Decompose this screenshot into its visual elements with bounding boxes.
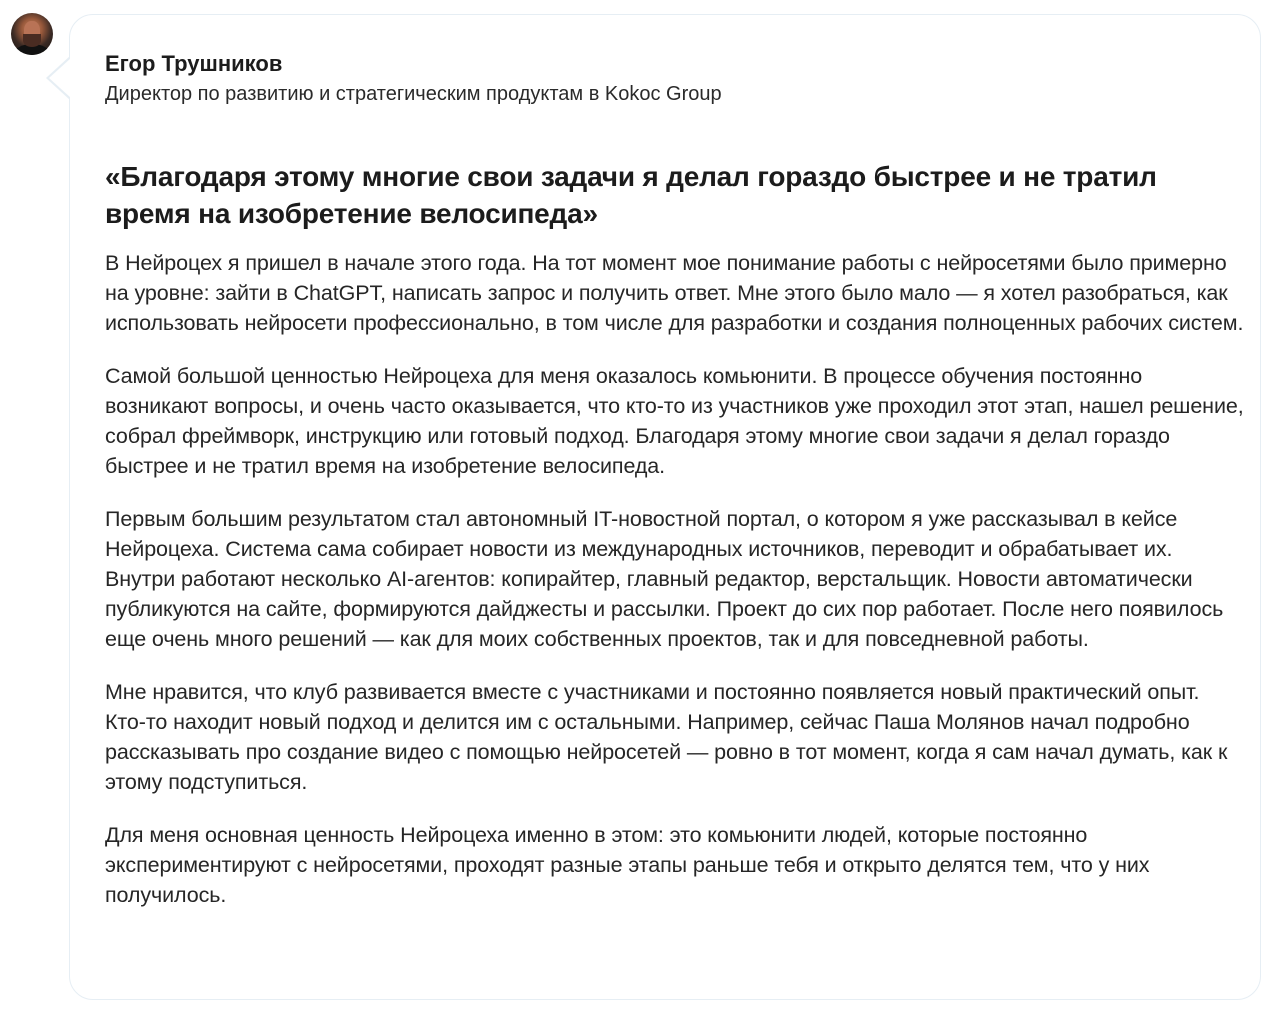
- message-content: [105, 50, 1245, 910]
- paragraph: Первым большим результатом стал автономный IT-новостной портал, о котором я уже рассказывал в кейсе Нейроцеха. Система сама собирает новости из международных источников, переводит и обрабатывает их. Внутри работают несколько AI-агентов: копирайтер, главный редактор, верстальщик. Новости автоматически публикуются на сайте, формируются дайджесты и рассылки. Проект до сих пор работает. После него появилось еще очень много решений — как для моих собственных проектов, так и для повседневной работы.: [105, 507, 1224, 651]
- author-name: Егор Трушников: [105, 51, 283, 76]
- avatar-beard: [23, 34, 41, 47]
- paragraph: В Нейроцех я пришел в начале этого года. На тот момент мое понимание работы с нейросетями было примерно на уровне: зайти в ChatGPT, написать запрос и получить ответ. Мне этого было мало — я хотел разобраться, как использовать нейросети профессионально, в том числе для разработки и создания полноценных рабочих систем.: [105, 251, 1244, 335]
- avatar[interactable]: [11, 13, 53, 55]
- bubble-tail-inner: [49, 58, 71, 98]
- author-role: Директор по развитию и стратегическим продуктам в Kokoc Group: [105, 83, 722, 105]
- paragraph: Мне нравится, что клуб развивается вместе с участниками и постоянно появляется новый практический опыт. Кто-то находит новый подход и делится им с остальными. Например, сейчас Паша Молянов начал подробно рассказывать про создание видео с помощью нейросетей — ровно в тот момент, когда я сам начал думать, как к этому подступиться.: [105, 680, 1228, 794]
- paragraph: Для меня основная ценность Нейроцеха именно в этом: это комьюнити людей, которые постоянно экспериментируют с нейросетями, проходят разные этапы раньше тебя и открыто делятся тем, что у них получилось.: [105, 823, 1150, 907]
- paragraph: Самой большой ценностью Нейроцеха для меня оказалось комьюнити. В процессе обучения постоянно возникают вопросы, и очень часто оказывается, что кто-то из участников уже проходил этот этап, нашел решение, собрал фреймворк, инструкцию или готовый подход. Благодаря этому многие свои задачи я делал гораздо быстрее и не тратил время на изобретение велосипеда.: [105, 364, 1244, 478]
- quote-title: «Благодаря этому многие свои задачи я делал гораздо быстрее и не тратил время на изобретение велосипеда»: [105, 161, 1157, 229]
